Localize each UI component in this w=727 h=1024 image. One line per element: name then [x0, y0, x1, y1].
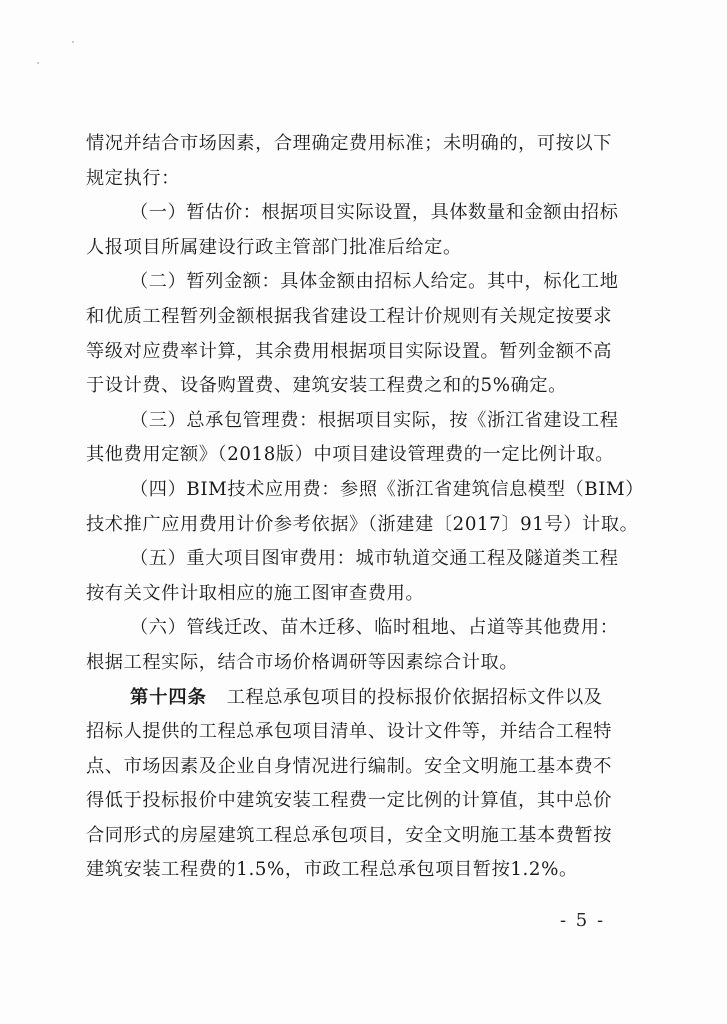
paragraph-item-6: （六）管线迁改、苗木迁移、临时租地、占道等其他费用：: [130, 617, 619, 639]
article-14-heading: 第十四条: [130, 686, 207, 708]
page-number: - 5 -: [560, 910, 606, 931]
text-line: 按有关文件计取相应的施工图审查费用。: [86, 582, 425, 604]
paragraph-item-3: （三）总承包管理费：根据项目实际，按《浙江省建设工程: [130, 409, 619, 431]
text-line: 人报项目所属建设行政主管部门批准后给定。: [86, 236, 462, 258]
text-line: 点、市场因素及企业自身情况进行编制。安全文明施工基本费不: [86, 755, 613, 777]
scan-speck: [37, 62, 39, 64]
text-line: 建筑安装工程费的1.5%，市政工程总承包项目暂按1.2%。: [86, 859, 578, 881]
article-14-text: 工程总承包项目的投标报价依据招标文件以及: [226, 686, 603, 708]
document-body: [86, 127, 645, 888]
text-line: 和优质工程暂列金额根据我省建设工程计价规则有关规定按要求: [86, 305, 613, 327]
text-line: 技术推广应用费用计价参考依据》（浙建建〔2017〕91号）计取。: [86, 513, 639, 535]
text-line: 规定执行：: [86, 167, 180, 189]
paragraph-item-2: （二）暂列金额：具体金额由招标人给定。其中，标化工地: [130, 271, 619, 293]
text-line: 于设计费、设备购置费、建筑安装工程费之和的5%确定。: [86, 375, 567, 397]
text-line: 招标人提供的工程总承包项目清单、设计文件等，并结合工程特: [86, 721, 613, 743]
scan-speck: [72, 41, 74, 43]
text-line: 得低于投标报价中建筑安装工程费一定比例的计算值，其中总价: [86, 790, 613, 812]
text-line: 合同形式的房屋建筑工程总承包项目，安全文明施工基本费暂按: [86, 824, 613, 846]
text-line: 情况并结合市场因素，合理确定费用标准；未明确的，可按以下: [86, 133, 613, 154]
text-line: 其他费用定额》（2018版）中项目建设管理费的一定比例计取。: [86, 444, 615, 466]
text-line: 根据工程实际，结合市场价格调研等因素综合计取。: [86, 651, 519, 673]
paragraph-item-4: （四）BIM技术应用费：参照《浙江省建筑信息模型（BIM）: [130, 478, 645, 500]
article-14-first-line: [86, 681, 631, 716]
paragraph-item-1: （一）暂估价：根据项目实际设置，具体数量和金额由招标: [130, 202, 619, 224]
text-line: 等级对应费率计算，其余费用根据项目实际设置。暂列金额不高: [86, 340, 613, 362]
paragraph-item-5: （五）重大项目图审费用：城市轨道交通工程及隧道类工程: [130, 548, 619, 570]
